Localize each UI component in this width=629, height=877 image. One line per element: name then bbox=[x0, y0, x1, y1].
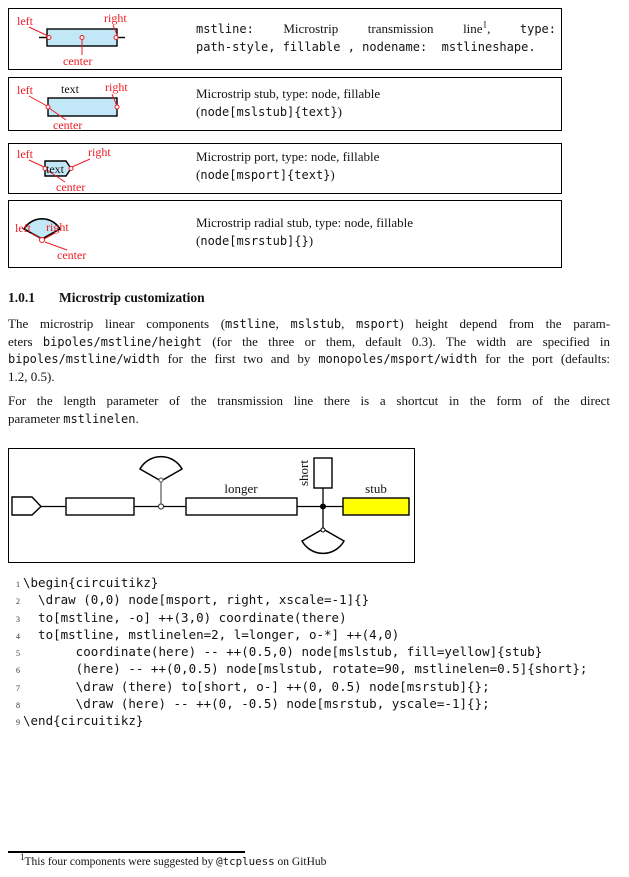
mslstub-anchor-diagram bbox=[9, 78, 195, 129]
code-text: \begin{circuitikz} bbox=[23, 575, 159, 590]
text-segment: ) height depend from the param- bbox=[399, 316, 610, 331]
line-number: 7 bbox=[16, 683, 20, 693]
text-segment: for the first two and by bbox=[159, 351, 319, 366]
right-anchor-dot bbox=[69, 167, 73, 171]
footnote-text: This four components were suggested by bbox=[24, 856, 217, 868]
code-mslstub: mslstub bbox=[290, 317, 342, 331]
para2-line2 bbox=[8, 410, 610, 428]
msport-shape bbox=[12, 497, 41, 515]
mstline-type-detail: path-style, fillable , nodename: mstlineshape. bbox=[196, 40, 536, 54]
circuit-diagram bbox=[9, 449, 413, 561]
open-paren: ( bbox=[196, 167, 201, 182]
code-text: to[mstline, mstlinelen=2, l=longer, o-*] ++(4,0) bbox=[23, 626, 400, 642]
code-line bbox=[8, 591, 622, 608]
right-anchor-dot bbox=[114, 36, 118, 40]
line-number: 1 bbox=[16, 580, 20, 589]
paragraph-customization bbox=[8, 315, 610, 385]
right-anchor-label: right bbox=[46, 220, 69, 234]
footnote-number: 1 bbox=[20, 852, 25, 863]
para1-line1 bbox=[8, 315, 610, 333]
left-anchor-label: left bbox=[15, 221, 31, 235]
left-anchor-label: left bbox=[17, 14, 33, 28]
circuitikz-code-listing bbox=[8, 574, 622, 730]
text-segment: The microstrip linear components ( bbox=[8, 316, 226, 331]
mstline-longer-shape bbox=[186, 498, 297, 515]
node-text-label: text bbox=[46, 162, 64, 176]
footnote-handle: @tcpluess bbox=[216, 855, 275, 868]
text-segment: . bbox=[135, 410, 139, 426]
example-circuit-figure bbox=[8, 448, 415, 563]
mstline-desc-line2 bbox=[196, 38, 556, 56]
mslstub-usage-code: node[mslstub]{text} bbox=[200, 105, 338, 119]
code-line bbox=[8, 695, 622, 712]
stub-label: stub bbox=[365, 481, 387, 496]
spec-box-msport bbox=[8, 143, 562, 194]
code-text: \draw (0,0) node[msport, right, xscale=-1]{} bbox=[23, 592, 370, 608]
center-anchor-label: center bbox=[56, 180, 86, 192]
short-label: short bbox=[296, 460, 311, 486]
section-number: 1.0.1 bbox=[8, 290, 35, 305]
spec-box-mstline bbox=[8, 8, 562, 70]
center-anchor-label: center bbox=[63, 54, 93, 68]
line-number: 4 bbox=[16, 631, 20, 641]
right-anchor-label: right bbox=[105, 80, 128, 94]
type-keyword: type: bbox=[519, 22, 556, 36]
close-paren: ) bbox=[330, 167, 335, 182]
mslstub-yellow-shape bbox=[343, 498, 409, 515]
text-segment: , bbox=[275, 316, 291, 331]
line-number: 6 bbox=[16, 666, 20, 676]
left-leader-line bbox=[29, 96, 47, 106]
text-segment: , bbox=[341, 316, 357, 331]
stub-apex-dot bbox=[321, 528, 325, 532]
line-number: 2 bbox=[16, 597, 20, 607]
code-line bbox=[8, 609, 622, 626]
text-segment: eters bbox=[8, 333, 43, 349]
center-anchor-label: center bbox=[57, 248, 87, 262]
code-text: to[mstline, -o] ++(3,0) coordinate(there) bbox=[23, 609, 347, 625]
code-mstlinelen: mstlinelen bbox=[63, 411, 136, 426]
code-line bbox=[8, 626, 622, 643]
left-anchor-dot bbox=[47, 36, 51, 40]
code-msport: msport bbox=[356, 317, 400, 331]
spec-box-msrstub bbox=[8, 200, 562, 268]
text-segment: (for the three or them, default 0.3). The width are specified in bbox=[201, 333, 610, 349]
code-line bbox=[8, 660, 622, 677]
msrstub-desc-line2 bbox=[196, 232, 556, 250]
open-terminal-dot bbox=[159, 504, 164, 509]
footnote-text: on GitHub bbox=[274, 856, 327, 868]
msrstub-usage-code: node[msrstub]{} bbox=[200, 234, 309, 248]
msport-desc-line2 bbox=[196, 166, 556, 184]
right-anchor-label: right bbox=[88, 145, 111, 159]
mslstub-short-shape bbox=[314, 458, 332, 488]
footnote-separator bbox=[8, 851, 245, 853]
mstline-desc-line1 bbox=[196, 20, 556, 38]
text-segment: parameter bbox=[8, 410, 64, 426]
open-paren: ( bbox=[196, 104, 201, 119]
code-text: \draw (there) to[short, o-] ++(0, 0.5) node[msrstub]{}; bbox=[23, 678, 490, 694]
para1-line2 bbox=[8, 333, 610, 351]
code-text: coordinate(here) -- ++(0.5,0) node[mslstub, fill=yellow]{stub} bbox=[23, 644, 543, 660]
msrstub-anchor-diagram bbox=[9, 201, 195, 266]
code-msport-width-param: monopoles/msport/width bbox=[318, 352, 478, 366]
line-number: 9 bbox=[16, 718, 20, 728]
code-line bbox=[8, 678, 622, 695]
para1-line4: 1.2, 0.5). bbox=[8, 368, 55, 384]
section-heading bbox=[8, 290, 205, 306]
msrstub-desc-line1: Microstrip radial stub, type: node, fillable bbox=[196, 215, 413, 230]
code-line bbox=[8, 643, 622, 660]
para2-line1: For the length parameter of the transmission line there is a shortcut in the form of the direct bbox=[8, 393, 610, 408]
line-number: 8 bbox=[16, 701, 20, 711]
left-anchor-label: left bbox=[17, 83, 33, 97]
right-anchor-dot bbox=[115, 105, 119, 109]
mstline-keyword: mstline: bbox=[196, 22, 254, 36]
footnote bbox=[8, 852, 608, 868]
code-text: \end{circuitikz} bbox=[23, 713, 144, 729]
code-mstline: mstline bbox=[225, 317, 276, 331]
footnote-marker-1: 1 bbox=[482, 20, 488, 30]
text-segment: for the port (defaults: bbox=[477, 351, 610, 366]
msport-anchor-diagram bbox=[9, 144, 195, 192]
mslstub-body bbox=[48, 98, 117, 116]
code-text: \draw (here) -- ++(0, -0.5) node[msrstub, yscale=-1]{}; bbox=[23, 696, 490, 712]
mstline-shape bbox=[66, 498, 134, 515]
mstline-anchor-diagram bbox=[9, 9, 195, 68]
code-line bbox=[8, 574, 622, 591]
msport-desc-line1: Microstrip port, type: node, fillable bbox=[196, 149, 380, 164]
para1-line3 bbox=[8, 350, 610, 368]
center-anchor-dot bbox=[40, 238, 45, 243]
left-leader-line bbox=[29, 27, 48, 36]
msport-usage-code: node[msport]{text} bbox=[200, 168, 331, 182]
section-title: Microstrip customization bbox=[59, 290, 205, 305]
node-text-label: text bbox=[61, 82, 79, 96]
msrstub-down-shape bbox=[302, 529, 344, 553]
msrstub-up-shape bbox=[140, 457, 182, 481]
left-leader-line bbox=[29, 160, 44, 167]
open-paren: ( bbox=[196, 233, 201, 248]
paragraph-length-shortcut bbox=[8, 392, 610, 427]
spec-box-mslstub bbox=[8, 77, 562, 131]
center-anchor-dot bbox=[80, 36, 84, 40]
code-text: (here) -- ++(0,0.5) node[mslstub, rotate=90, mstlinelen=0.5]{short}; bbox=[23, 661, 588, 677]
line-number: 5 bbox=[16, 649, 20, 659]
code-line bbox=[8, 712, 622, 729]
mslstub-desc-line1: Microstrip stub, type: node, fillable bbox=[196, 86, 381, 101]
line-number: 3 bbox=[16, 614, 20, 624]
stub-apex-dot bbox=[159, 478, 163, 482]
right-anchor-label: right bbox=[104, 11, 127, 25]
longer-label: longer bbox=[224, 481, 258, 496]
comma: , bbox=[487, 21, 520, 36]
close-paren: ) bbox=[337, 104, 342, 119]
center-anchor-label: center bbox=[53, 118, 83, 129]
left-anchor-dot bbox=[46, 105, 50, 109]
junction-dot bbox=[320, 504, 326, 510]
left-anchor-label: left bbox=[17, 147, 33, 161]
mstline-desc-serif: Microstrip transmission line bbox=[253, 21, 483, 36]
close-paren: ) bbox=[308, 233, 314, 248]
code-height-param: bipoles/mstline/height bbox=[42, 334, 202, 349]
mslstub-desc-line2 bbox=[196, 103, 556, 121]
code-width-param: bipoles/mstline/width bbox=[8, 352, 160, 366]
right-leader-line bbox=[72, 159, 90, 167]
